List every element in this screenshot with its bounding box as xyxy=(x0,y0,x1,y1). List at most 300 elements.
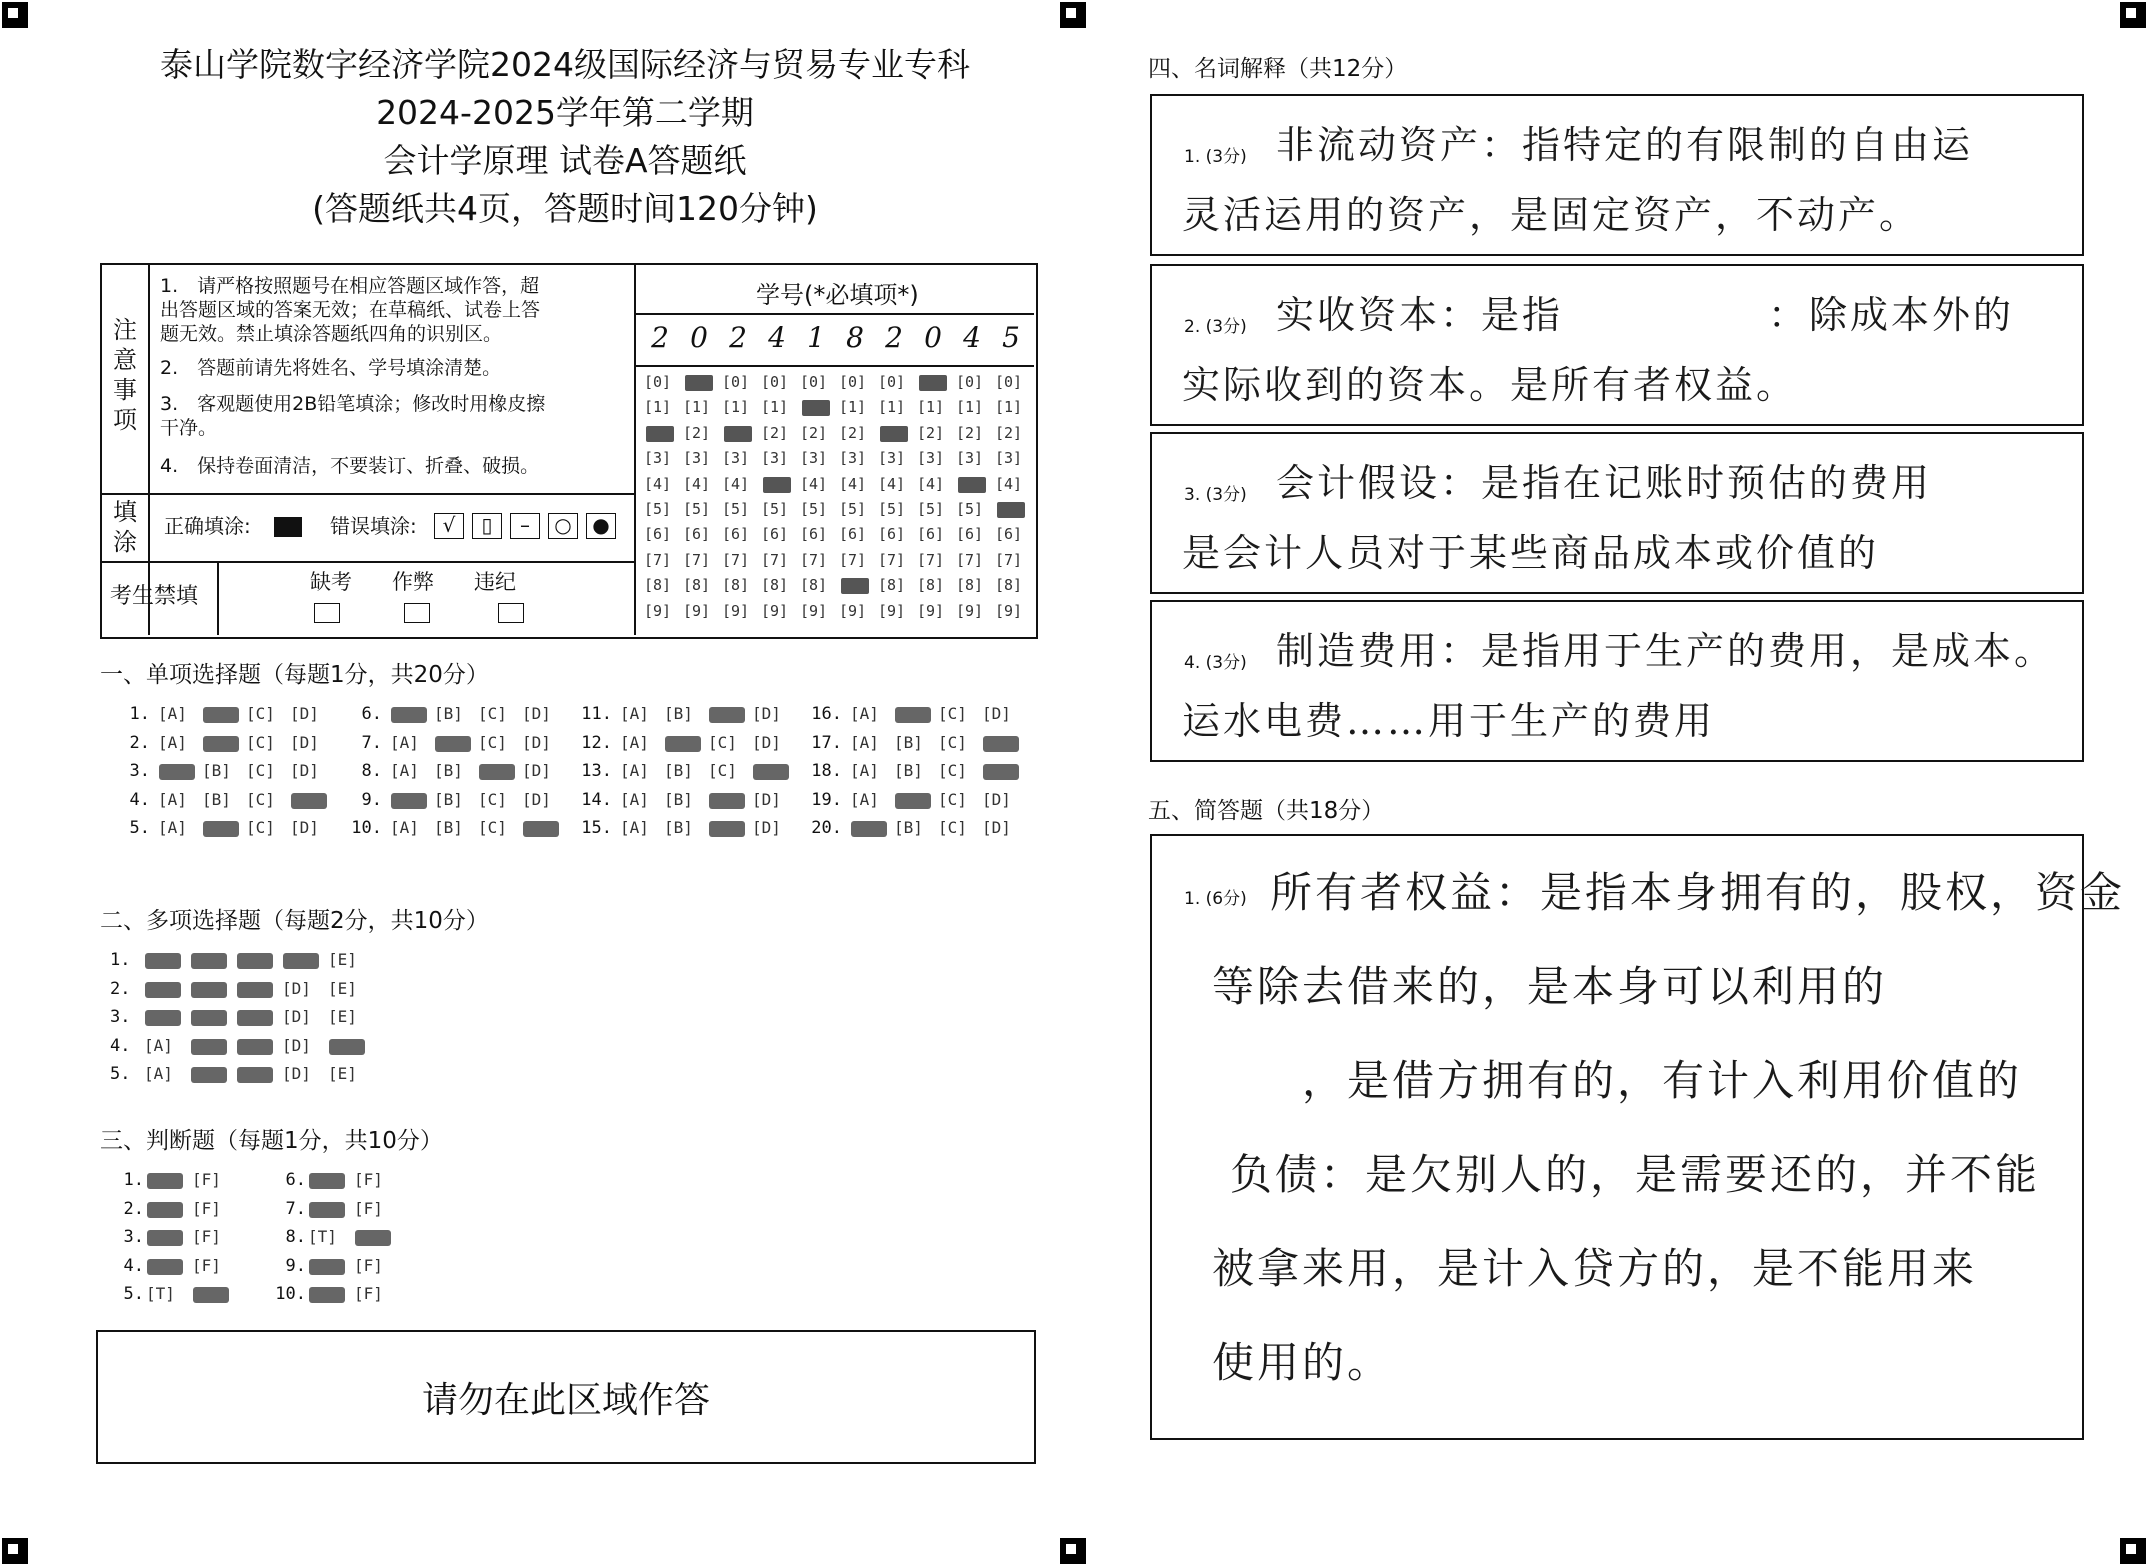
student-id-bubble[interactable]: [0] xyxy=(878,373,906,391)
section1-option-bubble[interactable] xyxy=(708,818,748,840)
section1-option-bubble[interactable]: [C] xyxy=(478,818,507,837)
student-id-bubble[interactable]: [5] xyxy=(683,500,711,518)
section1-option-bubble[interactable]: [C] xyxy=(478,789,507,809)
student-id-bubble[interactable]: [6] xyxy=(917,525,945,544)
student-id-bubble[interactable]: [8] xyxy=(800,576,828,595)
section1-option-bubble[interactable] xyxy=(752,761,792,783)
section2-option-bubble[interactable] xyxy=(282,950,322,972)
student-id-bubble[interactable]: [1] xyxy=(644,398,672,417)
section2-option-bubble[interactable] xyxy=(190,979,230,1001)
section1-option-bubble[interactable] xyxy=(850,818,890,840)
student-id-bubble[interactable]: [9] xyxy=(839,601,867,620)
student-id-bubble[interactable]: [0] xyxy=(722,373,750,391)
section2-option-bubble[interactable] xyxy=(190,1036,230,1058)
section2-option-bubble[interactable] xyxy=(190,950,230,972)
section2-option-bubble[interactable]: [E] xyxy=(328,1064,357,1083)
section1-option-bubble[interactable]: [D] xyxy=(982,818,1011,837)
student-id-bubble[interactable]: [4] xyxy=(800,474,828,493)
student-id-digit: 2 xyxy=(651,321,669,354)
student-id-bubble[interactable]: [9] xyxy=(917,601,945,620)
student-id-digit: 4 xyxy=(768,321,786,354)
section1-option-bubble[interactable] xyxy=(478,761,518,783)
student-id-bubble[interactable]: [4] xyxy=(722,474,750,493)
student-id-bubble[interactable]: [3] xyxy=(644,449,672,468)
student-id-bubble[interactable]: [1] xyxy=(956,398,984,417)
section1-option-bubble[interactable] xyxy=(290,790,330,812)
student-id-bubble[interactable]: [0] xyxy=(839,373,867,391)
student-id-bubble[interactable]: [7] xyxy=(761,550,789,569)
student-id-bubble[interactable]: [6] xyxy=(800,525,828,544)
section3-option-bubble[interactable]: [T] xyxy=(146,1284,175,1303)
student-id-bubble[interactable]: [5] xyxy=(917,500,945,518)
section4-handwriting-line: 非流动资产：指特定的有限制的自由运 xyxy=(1276,123,1974,167)
section4-handwriting-line: 是会计人员对于某些商品成本或价值的 xyxy=(1182,531,1880,575)
section2-option-bubble[interactable]: [D] xyxy=(282,1007,311,1026)
student-id-bubble[interactable] xyxy=(722,424,756,444)
section5-handwriting-line: ，是借方拥有的，有计入利用价值的 xyxy=(1212,1056,2023,1105)
student-id-bubble[interactable]: [8] xyxy=(956,576,984,595)
section3-option-bubble[interactable]: [F] xyxy=(354,1284,383,1303)
section1-question-number: 12. xyxy=(581,732,612,753)
section4-answer-box[interactable] xyxy=(1150,432,2084,594)
section4-title: 四、名词解释（共12分） xyxy=(1148,56,1408,82)
section1-question-number: 7. xyxy=(361,732,382,753)
section1-question-number: 9. xyxy=(361,789,382,810)
section5-answer-box[interactable] xyxy=(1150,834,2126,1440)
section3-option-bubble[interactable] xyxy=(308,1170,348,1192)
section1-option-bubble[interactable] xyxy=(158,761,198,783)
section1-option-bubble[interactable]: [C] xyxy=(478,732,507,752)
student-id-bubble[interactable]: [2] xyxy=(800,423,828,442)
student-id-bubble[interactable] xyxy=(995,500,1029,520)
section3-option-bubble[interactable]: [T] xyxy=(308,1227,337,1246)
section1-option-bubble[interactable]: [B] xyxy=(434,818,463,837)
section1-option-bubble[interactable]: [B] xyxy=(894,818,923,837)
student-id-bubble[interactable] xyxy=(839,576,873,596)
student-id-bubble[interactable]: [7] xyxy=(839,550,867,569)
student-id-bubble[interactable]: [7] xyxy=(995,550,1023,569)
student-id-bubble[interactable] xyxy=(800,398,834,418)
student-id-bubble[interactable]: [8] xyxy=(878,576,906,595)
section3-option-bubble[interactable]: [F] xyxy=(354,1255,383,1275)
student-id-bubble[interactable]: [9] xyxy=(683,601,711,620)
section2-option-bubble[interactable] xyxy=(144,979,184,1001)
wrong-dash-sample: – xyxy=(510,513,540,539)
forbid-absent-label: 缺考 xyxy=(310,570,352,594)
student-id-bubble[interactable]: [1] xyxy=(839,398,867,417)
section1-option-bubble[interactable]: [C] xyxy=(246,818,275,837)
section1-option-bubble[interactable]: [C] xyxy=(938,789,967,809)
section1-option-bubble[interactable]: [A] xyxy=(850,732,879,752)
section1-option-bubble[interactable]: [B] xyxy=(202,761,231,780)
section1-option-bubble[interactable]: [D] xyxy=(290,704,319,723)
student-id-digit: 5 xyxy=(1002,321,1020,354)
wrong-dot-sample: ● xyxy=(586,513,616,539)
student-id-bubble[interactable] xyxy=(917,373,951,393)
section4-points: 1. (3分) xyxy=(1184,147,1247,167)
section3-option-bubble[interactable]: [F] xyxy=(354,1170,383,1189)
section3-option-bubble[interactable] xyxy=(146,1256,186,1278)
student-id-bubble[interactable]: [1] xyxy=(917,398,945,417)
section3-option-bubble[interactable] xyxy=(308,1284,348,1306)
student-id-bubble[interactable]: [1] xyxy=(761,398,789,417)
student-id-bubble[interactable]: [4] xyxy=(683,474,711,493)
exam-title-line4: (答题纸共4页，答题时间120分钟) xyxy=(312,189,818,228)
student-id-bubble[interactable]: [5] xyxy=(722,500,750,518)
student-id-bubble[interactable]: [8] xyxy=(722,576,750,595)
student-id-bubble[interactable]: [3] xyxy=(995,449,1023,468)
section1-question-number: 6. xyxy=(361,704,382,724)
section1-option-bubble[interactable]: [D] xyxy=(290,732,319,752)
section4-answer-box[interactable] xyxy=(1150,264,2084,426)
notice-rule-line: 题无效。禁止填涂答题纸四角的识别区。 xyxy=(160,323,503,345)
section1-option-bubble[interactable]: [B] xyxy=(202,789,231,809)
student-id-bubble[interactable]: [9] xyxy=(644,601,672,620)
section1-option-bubble[interactable]: [A] xyxy=(158,732,187,752)
section2-option-bubble[interactable] xyxy=(236,1036,276,1058)
student-id-bubble[interactable] xyxy=(761,475,795,495)
section1-option-bubble[interactable]: [C] xyxy=(938,732,967,752)
student-id-bubble[interactable]: [3] xyxy=(917,449,945,468)
section3-question-number: 4. xyxy=(123,1255,144,1276)
student-id-bubble[interactable]: [9] xyxy=(761,601,789,620)
student-id-bubble[interactable]: [8] xyxy=(644,576,672,595)
student-id-bubble[interactable]: [2] xyxy=(995,423,1023,442)
section1-option-bubble[interactable]: [A] xyxy=(850,761,879,780)
section3-question-number: 5. xyxy=(123,1284,144,1304)
student-id-bubble[interactable]: [8] xyxy=(683,576,711,595)
section1-option-bubble[interactable]: [C] xyxy=(246,732,275,752)
student-id-bubble[interactable]: [2] xyxy=(956,423,984,442)
section1-option-bubble[interactable] xyxy=(202,818,242,840)
section1-option-bubble[interactable]: [A] xyxy=(620,818,649,837)
section2-question-number: 4. xyxy=(110,1035,131,1056)
section3-option-bubble[interactable] xyxy=(308,1256,348,1278)
student-id-bubble[interactable]: [4] xyxy=(917,474,945,493)
section1-option-bubble[interactable]: [D] xyxy=(752,789,781,809)
student-id-bubble[interactable]: [5] xyxy=(800,500,828,518)
section1-option-bubble[interactable]: [A] xyxy=(390,818,419,837)
section1-question-number: 16. xyxy=(811,704,842,724)
student-id-bubble[interactable]: [4] xyxy=(839,474,867,493)
section1-option-bubble[interactable]: [C] xyxy=(246,704,275,723)
section5-handwriting-line: 使用的。 xyxy=(1212,1338,1393,1387)
section1-question-number: 11. xyxy=(581,704,612,724)
student-id-bubble[interactable]: [4] xyxy=(878,474,906,493)
student-id-bubble[interactable]: [3] xyxy=(722,449,750,468)
section1-option-bubble[interactable]: [D] xyxy=(522,732,551,752)
section1-option-bubble[interactable]: [D] xyxy=(522,704,551,723)
student-id-bubble[interactable]: [3] xyxy=(956,449,984,468)
section3-option-bubble[interactable]: [F] xyxy=(192,1255,221,1275)
notice-box xyxy=(100,263,1038,639)
section1-option-bubble[interactable] xyxy=(982,733,1022,755)
section1-option-bubble[interactable]: [D] xyxy=(290,761,319,780)
student-id-bubble[interactable]: [7] xyxy=(644,550,672,569)
section3-option-bubble[interactable] xyxy=(146,1199,186,1221)
section1-option-bubble[interactable]: [C] xyxy=(246,789,275,809)
student-id-bubble[interactable]: [7] xyxy=(722,550,750,569)
section1-option-bubble[interactable]: [A] xyxy=(390,732,419,752)
section4-handwriting-line: 运水电费……用于生产的费用 xyxy=(1182,699,1716,743)
section1-option-bubble[interactable]: [C] xyxy=(938,818,967,837)
section1-option-bubble[interactable]: [D] xyxy=(982,704,1011,723)
section2-option-bubble[interactable] xyxy=(328,1036,368,1058)
fill-label: 填涂 xyxy=(113,498,137,556)
student-id-bubble[interactable]: [2] xyxy=(917,423,945,442)
notice-label: 注意事项 xyxy=(113,316,137,434)
student-id-bubble[interactable]: [4] xyxy=(644,474,672,493)
student-id-bubble[interactable]: [6] xyxy=(878,525,906,544)
section3-question-number: 1. xyxy=(123,1170,144,1190)
section3-option-bubble[interactable] xyxy=(354,1227,394,1249)
corner-mark-top-right xyxy=(2120,2,2146,28)
section5-handwriting-line: 等除去借来的，是本身可以利用的 xyxy=(1212,962,1888,1011)
section2-option-bubble[interactable]: [D] xyxy=(282,1064,311,1083)
section1-option-bubble[interactable] xyxy=(202,704,242,726)
student-id-bubble[interactable]: [2] xyxy=(839,423,867,442)
student-id-bubble[interactable]: [7] xyxy=(878,550,906,569)
student-id-bubble[interactable]: [6] xyxy=(761,525,789,544)
section1-question-number: 14. xyxy=(581,789,612,810)
student-id-bubble[interactable]: [8] xyxy=(917,576,945,595)
section2-option-bubble[interactable]: [A] xyxy=(144,1064,173,1083)
student-id-bubble[interactable]: [6] xyxy=(995,525,1023,544)
student-id-bubble[interactable] xyxy=(644,424,678,444)
student-id-bubble[interactable]: [9] xyxy=(995,601,1023,620)
student-id-bubble[interactable]: [3] xyxy=(761,449,789,468)
section1-option-bubble[interactable]: [B] xyxy=(664,818,693,837)
section1-option-bubble[interactable]: [C] xyxy=(708,761,737,780)
student-id-digit: 1 xyxy=(807,321,825,354)
section1-option-bubble[interactable]: [A] xyxy=(158,818,187,837)
section1-option-bubble[interactable]: [A] xyxy=(620,704,649,723)
section1-option-bubble[interactable]: [C] xyxy=(938,761,967,780)
section1-question-number: 19. xyxy=(811,789,842,810)
section2-option-bubble[interactable]: [D] xyxy=(282,1035,311,1055)
section3-question-number: 2. xyxy=(123,1198,144,1219)
student-id-bubble[interactable]: [8] xyxy=(761,576,789,595)
student-id-bubble[interactable]: [0] xyxy=(956,373,984,391)
wrong-check-sample: √ xyxy=(434,513,464,539)
section1-option-bubble[interactable]: [A] xyxy=(620,761,649,780)
student-id-bubble[interactable] xyxy=(956,475,990,495)
section1-option-bubble[interactable]: [B] xyxy=(664,704,693,723)
section1-option-bubble[interactable]: [C] xyxy=(246,761,275,780)
student-id-bubble[interactable]: [9] xyxy=(878,601,906,620)
section1-option-bubble[interactable]: [D] xyxy=(752,818,781,837)
section1-option-bubble[interactable]: [D] xyxy=(522,789,551,809)
section1-option-bubble[interactable] xyxy=(708,704,748,726)
forbid-cheat-label: 作弊 xyxy=(392,570,434,594)
forbid-absent-checkbox[interactable] xyxy=(314,603,340,623)
section2-option-bubble[interactable] xyxy=(236,1007,276,1029)
student-id-bubble[interactable]: [3] xyxy=(878,449,906,468)
section3-option-bubble[interactable]: [F] xyxy=(192,1170,221,1189)
forbid-cheat-checkbox[interactable] xyxy=(404,603,430,623)
student-id-digit: 0 xyxy=(924,321,942,354)
section1-option-bubble[interactable] xyxy=(894,790,934,812)
section1-question-number: 3. xyxy=(129,761,150,781)
section3-question-number: 7. xyxy=(285,1198,306,1219)
section2-option-bubble[interactable]: [A] xyxy=(144,1035,173,1055)
fill-correct-label: 正确填涂: xyxy=(164,514,251,538)
student-id-title: 学号(*必填项*) xyxy=(756,281,919,309)
section5-points: 1. (6分) xyxy=(1184,889,1247,909)
section5-handwriting-line: 被拿来用，是计入贷方的，是不能用来 xyxy=(1212,1244,1978,1293)
section1-option-bubble[interactable] xyxy=(202,733,242,755)
student-id-bubble[interactable]: [7] xyxy=(800,550,828,569)
student-id-bubble[interactable]: [5] xyxy=(644,500,672,518)
section2-option-bubble[interactable] xyxy=(236,979,276,1001)
student-id-bubble[interactable]: [3] xyxy=(800,449,828,468)
section1-option-bubble[interactable]: [D] xyxy=(522,761,551,780)
student-id-bubble[interactable]: [0] xyxy=(995,373,1023,391)
section2-option-bubble[interactable] xyxy=(144,1007,184,1029)
student-id-bubble[interactable]: [9] xyxy=(956,601,984,620)
section1-option-bubble[interactable]: [B] xyxy=(434,789,463,809)
section1-option-bubble[interactable] xyxy=(894,704,934,726)
student-id-bubble[interactable]: [3] xyxy=(683,449,711,468)
section1-option-bubble[interactable]: [C] xyxy=(478,704,507,723)
section1-option-bubble[interactable]: [B] xyxy=(434,704,463,723)
section2-option-bubble[interactable]: [E] xyxy=(328,978,357,998)
student-id-bubble[interactable]: [6] xyxy=(839,525,867,544)
section1-option-bubble[interactable]: [C] xyxy=(708,732,737,752)
section2-question-number: 1. xyxy=(110,950,131,970)
section1-option-bubble[interactable] xyxy=(522,818,562,840)
student-id-bubble[interactable]: [0] xyxy=(800,373,828,391)
section1-option-bubble[interactable]: [A] xyxy=(850,789,879,809)
section2-option-bubble[interactable]: [E] xyxy=(328,950,357,969)
section1-option-bubble[interactable]: [A] xyxy=(158,704,187,723)
section3-option-bubble[interactable] xyxy=(308,1199,348,1221)
section1-option-bubble[interactable]: [B] xyxy=(894,761,923,780)
exam-title-line3: 会计学原理 试卷A答题纸 xyxy=(383,141,747,180)
section2-option-bubble[interactable] xyxy=(236,950,276,972)
section2-question-number: 3. xyxy=(110,1007,131,1027)
section5-handwriting-line: 负债：是欠别人的，是需要还的，并不能 xyxy=(1230,1150,2041,1199)
section3-option-bubble[interactable]: [F] xyxy=(192,1227,221,1246)
section2-option-bubble[interactable] xyxy=(190,1007,230,1029)
section4-points: 4. (3分) xyxy=(1184,653,1247,673)
section3-option-bubble[interactable]: [F] xyxy=(192,1198,221,1218)
student-id-bubble[interactable]: [1] xyxy=(722,398,750,417)
student-id-bubble[interactable]: [4] xyxy=(995,474,1023,493)
section3-option-bubble[interactable]: [F] xyxy=(354,1198,383,1218)
student-id-bubble[interactable]: [5] xyxy=(839,500,867,518)
corner-mark-bottom-left xyxy=(2,1538,28,1564)
student-id-bubble[interactable]: [3] xyxy=(839,449,867,468)
section3-option-bubble[interactable] xyxy=(146,1170,186,1192)
section4-handwriting-line: 会计假设：是指在记账时预估的费用 xyxy=(1276,461,1933,505)
section1-option-bubble[interactable] xyxy=(390,790,430,812)
student-id-bubble[interactable]: [6] xyxy=(644,525,672,544)
section1-option-bubble[interactable]: [B] xyxy=(664,761,693,780)
student-id-bubble[interactable]: [7] xyxy=(683,550,711,569)
section3-option-bubble[interactable] xyxy=(146,1227,186,1249)
section1-option-bubble[interactable]: [D] xyxy=(290,818,319,837)
student-id-digit: 2 xyxy=(885,321,903,354)
section1-option-bubble[interactable]: [A] xyxy=(850,704,879,723)
student-id-bubble[interactable]: [8] xyxy=(995,576,1023,595)
student-id-bubble[interactable]: [5] xyxy=(761,500,789,518)
section1-option-bubble[interactable] xyxy=(982,761,1022,783)
section1-question-number: 4. xyxy=(129,789,150,810)
section1-option-bubble[interactable]: [B] xyxy=(664,789,693,809)
section2-option-bubble[interactable]: [D] xyxy=(282,978,311,998)
exam-title-line2: 2024-2025学年第二学期 xyxy=(376,93,754,132)
notice-rule-line: 出答题区域的答案无效；在草稿纸、试卷上答 xyxy=(160,299,541,321)
student-id-bubble[interactable]: [6] xyxy=(956,525,984,544)
student-id-bubble[interactable]: [9] xyxy=(800,601,828,620)
section1-option-bubble[interactable]: [D] xyxy=(752,732,781,752)
section1-option-bubble[interactable] xyxy=(708,790,748,812)
forbid-label: 考生禁填 xyxy=(110,584,199,609)
section1-option-bubble[interactable]: [A] xyxy=(390,761,419,780)
section2-option-bubble[interactable] xyxy=(144,950,184,972)
section5-title: 五、简答题（共18分） xyxy=(1148,798,1385,824)
student-id-bubble[interactable]: [1] xyxy=(683,398,711,417)
student-id-bubble[interactable]: [9] xyxy=(722,601,750,620)
student-id-bubble[interactable]: [0] xyxy=(761,373,789,391)
section1-title: 一、单项选择题（每题1分，共20分） xyxy=(100,662,489,688)
forbid-violation-checkbox[interactable] xyxy=(498,603,524,623)
student-id-bubble[interactable]: [6] xyxy=(722,525,750,544)
student-id-digit: 8 xyxy=(846,321,864,354)
section1-option-bubble[interactable] xyxy=(664,733,704,755)
section2-option-bubble[interactable] xyxy=(236,1064,276,1086)
student-id-bubble[interactable]: [1] xyxy=(995,398,1023,417)
student-id-bubble[interactable] xyxy=(683,373,717,393)
section1-option-bubble[interactable]: [D] xyxy=(752,704,781,723)
section3-option-bubble[interactable] xyxy=(192,1284,232,1306)
section1-option-bubble[interactable] xyxy=(390,704,430,726)
notice-rule-line: 1. 请严格按照题号在相应答题区域作答，超 xyxy=(160,275,540,297)
section3-question-number: 9. xyxy=(285,1255,306,1276)
section1-question-number: 1. xyxy=(129,704,150,724)
section1-option-bubble[interactable]: [A] xyxy=(620,732,649,752)
student-id-bubble[interactable]: [7] xyxy=(956,550,984,569)
student-id-bubble[interactable]: [7] xyxy=(917,550,945,569)
corner-mark-bottom-right xyxy=(2120,1538,2146,1564)
student-id-bubble[interactable]: [2] xyxy=(761,423,789,442)
student-id-bubble[interactable]: [5] xyxy=(956,500,984,518)
section4-answer-box[interactable] xyxy=(1150,94,2084,256)
section1-option-bubble[interactable] xyxy=(434,733,474,755)
fill-wrong-label: 错误填涂: xyxy=(330,514,417,538)
section1-option-bubble[interactable]: [A] xyxy=(158,789,187,809)
section1-option-bubble[interactable]: [A] xyxy=(620,789,649,809)
student-id-bubble[interactable]: [2] xyxy=(683,423,711,442)
student-id-digit: 0 xyxy=(690,321,708,354)
student-id-bubble[interactable]: [1] xyxy=(878,398,906,417)
section2-option-bubble[interactable]: [E] xyxy=(328,1007,357,1026)
student-id-bubble[interactable]: [6] xyxy=(683,525,711,544)
student-id-bubble[interactable] xyxy=(878,424,912,444)
corner-mark-top-center xyxy=(1060,2,1086,28)
section1-option-bubble[interactable]: [C] xyxy=(938,704,967,723)
student-id-bubble[interactable]: [0] xyxy=(644,373,672,391)
section1-option-bubble[interactable]: [D] xyxy=(982,789,1011,809)
section1-question-number: 17. xyxy=(811,732,842,753)
section2-option-bubble[interactable] xyxy=(190,1064,230,1086)
section1-question-number: 20. xyxy=(811,818,842,838)
student-id-bubble[interactable]: [5] xyxy=(878,500,906,518)
section4-answer-box[interactable] xyxy=(1150,600,2084,762)
section1-option-bubble[interactable]: [B] xyxy=(894,732,923,752)
section1-option-bubble[interactable]: [B] xyxy=(434,761,463,780)
